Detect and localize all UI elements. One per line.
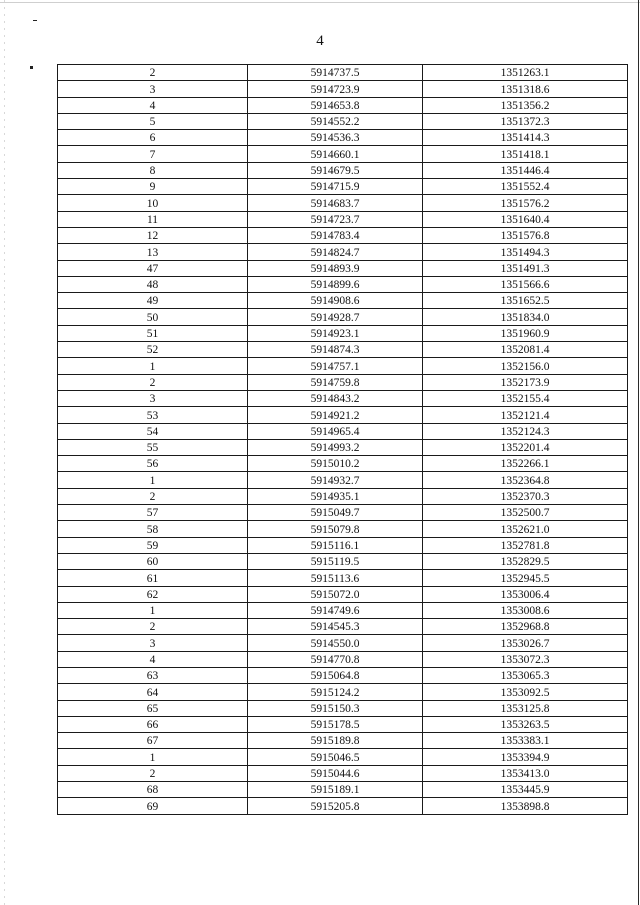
x-coordinate-cell: 5915113.6 xyxy=(248,570,423,586)
y-coordinate-cell: 1353092.5 xyxy=(423,684,628,700)
x-coordinate-cell: 5914893.9 xyxy=(248,260,423,276)
y-coordinate-cell: 1351318.6 xyxy=(423,81,628,97)
x-coordinate-cell: 5914899.6 xyxy=(248,276,423,292)
table-row xyxy=(58,472,628,488)
point-number-cell: 2 xyxy=(58,619,248,635)
table-row xyxy=(58,684,628,700)
y-coordinate-cell: 1351834.0 xyxy=(423,309,628,325)
table-row xyxy=(58,162,628,178)
point-number-cell: 2 xyxy=(58,488,248,504)
point-number-cell: 64 xyxy=(58,684,248,700)
table-row xyxy=(58,667,628,683)
point-number-cell: 68 xyxy=(58,782,248,798)
table-row xyxy=(58,586,628,602)
x-coordinate-cell: 5914921.2 xyxy=(248,407,423,423)
x-coordinate-cell: 5914550.0 xyxy=(248,635,423,651)
y-coordinate-cell: 1351640.4 xyxy=(423,211,628,227)
y-coordinate-cell: 1351576.2 xyxy=(423,195,628,211)
y-coordinate-cell: 1351372.3 xyxy=(423,113,628,129)
y-coordinate-cell: 1351576.8 xyxy=(423,227,628,243)
table-row xyxy=(58,260,628,276)
point-number-cell: 4 xyxy=(58,651,248,667)
x-coordinate-cell: 5914783.4 xyxy=(248,227,423,243)
point-number-cell: 2 xyxy=(58,65,248,81)
table-row xyxy=(58,716,628,732)
table-row xyxy=(58,65,628,81)
x-coordinate-cell: 5915046.5 xyxy=(248,749,423,765)
table-row xyxy=(58,293,628,309)
coordinates-table-body xyxy=(58,65,628,815)
x-coordinate-cell: 5915072.0 xyxy=(248,586,423,602)
table-row xyxy=(58,635,628,651)
table-row xyxy=(58,537,628,553)
table-row xyxy=(58,97,628,113)
y-coordinate-cell: 1352121.4 xyxy=(423,407,628,423)
point-number-cell: 57 xyxy=(58,505,248,521)
y-coordinate-cell: 1351652.5 xyxy=(423,293,628,309)
point-number-cell: 47 xyxy=(58,260,248,276)
table-row xyxy=(58,374,628,390)
y-coordinate-cell: 1351552.4 xyxy=(423,179,628,195)
table-row xyxy=(58,553,628,569)
point-number-cell: 48 xyxy=(58,276,248,292)
y-coordinate-cell: 1352155.4 xyxy=(423,390,628,406)
x-coordinate-cell: 5914683.7 xyxy=(248,195,423,211)
point-number-cell: 6 xyxy=(58,130,248,146)
x-coordinate-cell: 5915189.8 xyxy=(248,733,423,749)
point-number-cell: 12 xyxy=(58,227,248,243)
x-coordinate-cell: 5914723.9 xyxy=(248,81,423,97)
x-coordinate-cell: 5914723.7 xyxy=(248,211,423,227)
table-row xyxy=(58,244,628,260)
x-coordinate-cell: 5914843.2 xyxy=(248,390,423,406)
point-number-cell: 9 xyxy=(58,179,248,195)
point-number-cell: 1 xyxy=(58,749,248,765)
point-number-cell: 1 xyxy=(58,358,248,374)
y-coordinate-cell: 1351356.2 xyxy=(423,97,628,113)
y-coordinate-cell: 1353125.8 xyxy=(423,700,628,716)
table-row xyxy=(58,602,628,618)
x-coordinate-cell: 5914935.1 xyxy=(248,488,423,504)
x-coordinate-cell: 5915124.2 xyxy=(248,684,423,700)
point-number-cell: 11 xyxy=(58,211,248,227)
x-coordinate-cell: 5915079.8 xyxy=(248,521,423,537)
x-coordinate-cell: 5915150.3 xyxy=(248,700,423,716)
y-coordinate-cell: 1352945.5 xyxy=(423,570,628,586)
x-coordinate-cell: 5914993.2 xyxy=(248,439,423,455)
point-number-cell: 1 xyxy=(58,602,248,618)
x-coordinate-cell: 5914908.6 xyxy=(248,293,423,309)
point-number-cell: 2 xyxy=(58,374,248,390)
x-coordinate-cell: 5915189.1 xyxy=(248,782,423,798)
y-coordinate-cell: 1351418.1 xyxy=(423,146,628,162)
x-coordinate-cell: 5915049.7 xyxy=(248,505,423,521)
point-number-cell: 59 xyxy=(58,537,248,553)
x-coordinate-cell: 5914737.5 xyxy=(248,65,423,81)
point-number-cell: 55 xyxy=(58,439,248,455)
y-coordinate-cell: 1353394.9 xyxy=(423,749,628,765)
table-row xyxy=(58,733,628,749)
point-number-cell: 7 xyxy=(58,146,248,162)
x-coordinate-cell: 5914932.7 xyxy=(248,472,423,488)
point-number-cell: 1 xyxy=(58,472,248,488)
point-number-cell: 52 xyxy=(58,342,248,358)
point-number-cell: 62 xyxy=(58,586,248,602)
table-row xyxy=(58,227,628,243)
point-number-cell: 65 xyxy=(58,700,248,716)
x-coordinate-cell: 5914928.7 xyxy=(248,309,423,325)
table-row xyxy=(58,439,628,455)
x-coordinate-cell: 5915178.5 xyxy=(248,716,423,732)
table-row xyxy=(58,113,628,129)
y-coordinate-cell: 1353413.0 xyxy=(423,765,628,781)
table-row xyxy=(58,423,628,439)
x-coordinate-cell: 5914552.2 xyxy=(248,113,423,129)
scan-edge-top xyxy=(0,2,640,3)
x-coordinate-cell: 5914824.7 xyxy=(248,244,423,260)
table-row xyxy=(58,570,628,586)
point-number-cell: 3 xyxy=(58,390,248,406)
point-number-cell: 53 xyxy=(58,407,248,423)
x-coordinate-cell: 5915205.8 xyxy=(248,798,423,814)
y-coordinate-cell: 1353445.9 xyxy=(423,782,628,798)
scan-edge-left xyxy=(4,0,5,905)
x-coordinate-cell: 5914770.8 xyxy=(248,651,423,667)
point-number-cell: 66 xyxy=(58,716,248,732)
x-coordinate-cell: 5914965.4 xyxy=(248,423,423,439)
y-coordinate-cell: 1353072.3 xyxy=(423,651,628,667)
point-number-cell: 13 xyxy=(58,244,248,260)
y-coordinate-cell: 1352266.1 xyxy=(423,456,628,472)
y-coordinate-cell: 1352124.3 xyxy=(423,423,628,439)
x-coordinate-cell: 5914660.1 xyxy=(248,146,423,162)
y-coordinate-cell: 1352370.3 xyxy=(423,488,628,504)
x-coordinate-cell: 5915116.1 xyxy=(248,537,423,553)
y-coordinate-cell: 1352968.8 xyxy=(423,619,628,635)
table-row xyxy=(58,81,628,97)
table-row xyxy=(58,521,628,537)
table-row xyxy=(58,456,628,472)
table-row xyxy=(58,358,628,374)
point-number-cell: 3 xyxy=(58,635,248,651)
y-coordinate-cell: 1352081.4 xyxy=(423,342,628,358)
table-row xyxy=(58,619,628,635)
y-coordinate-cell: 1352201.4 xyxy=(423,439,628,455)
table-row xyxy=(58,195,628,211)
point-number-cell: 3 xyxy=(58,81,248,97)
x-coordinate-cell: 5914679.5 xyxy=(248,162,423,178)
table-row xyxy=(58,211,628,227)
y-coordinate-cell: 1353006.4 xyxy=(423,586,628,602)
y-coordinate-cell: 1351263.1 xyxy=(423,65,628,81)
scan-edge-right xyxy=(638,0,639,905)
point-number-cell: 50 xyxy=(58,309,248,325)
x-coordinate-cell: 5914545.3 xyxy=(248,619,423,635)
y-coordinate-cell: 1351491.3 xyxy=(423,260,628,276)
x-coordinate-cell: 5914759.8 xyxy=(248,374,423,390)
y-coordinate-cell: 1352781.8 xyxy=(423,537,628,553)
x-coordinate-cell: 5914653.8 xyxy=(248,97,423,113)
y-coordinate-cell: 1351566.6 xyxy=(423,276,628,292)
point-number-cell: 51 xyxy=(58,325,248,341)
x-coordinate-cell: 5915064.8 xyxy=(248,667,423,683)
table-row xyxy=(58,130,628,146)
point-number-cell: 5 xyxy=(58,113,248,129)
point-number-cell: 69 xyxy=(58,798,248,814)
table-row xyxy=(58,700,628,716)
table-row xyxy=(58,488,628,504)
y-coordinate-cell: 1353263.5 xyxy=(423,716,628,732)
y-coordinate-cell: 1352173.9 xyxy=(423,374,628,390)
scan-speck xyxy=(33,20,37,21)
point-number-cell: 67 xyxy=(58,733,248,749)
y-coordinate-cell: 1353065.3 xyxy=(423,667,628,683)
x-coordinate-cell: 5915010.2 xyxy=(248,456,423,472)
point-number-cell: 2 xyxy=(58,765,248,781)
y-coordinate-cell: 1351960.9 xyxy=(423,325,628,341)
y-coordinate-cell: 1353008.6 xyxy=(423,602,628,618)
table-row xyxy=(58,505,628,521)
point-number-cell: 60 xyxy=(58,553,248,569)
table-row xyxy=(58,325,628,341)
point-number-cell: 54 xyxy=(58,423,248,439)
table-row xyxy=(58,342,628,358)
y-coordinate-cell: 1353383.1 xyxy=(423,733,628,749)
table-row xyxy=(58,407,628,423)
point-number-cell: 56 xyxy=(58,456,248,472)
x-coordinate-cell: 5914757.1 xyxy=(248,358,423,374)
x-coordinate-cell: 5914715.9 xyxy=(248,179,423,195)
coordinates-table xyxy=(57,64,628,815)
x-coordinate-cell: 5914923.1 xyxy=(248,325,423,341)
y-coordinate-cell: 1352156.0 xyxy=(423,358,628,374)
y-coordinate-cell: 1352500.7 xyxy=(423,505,628,521)
x-coordinate-cell: 5915119.5 xyxy=(248,553,423,569)
point-number-cell: 58 xyxy=(58,521,248,537)
table-row xyxy=(58,765,628,781)
table-row xyxy=(58,651,628,667)
table-row xyxy=(58,390,628,406)
point-number-cell: 4 xyxy=(58,97,248,113)
y-coordinate-cell: 1351414.3 xyxy=(423,130,628,146)
x-coordinate-cell: 5914874.3 xyxy=(248,342,423,358)
y-coordinate-cell: 1352829.5 xyxy=(423,553,628,569)
scan-speck xyxy=(30,66,33,69)
x-coordinate-cell: 5914749.6 xyxy=(248,602,423,618)
table-row xyxy=(58,309,628,325)
y-coordinate-cell: 1353898.8 xyxy=(423,798,628,814)
table-row xyxy=(58,749,628,765)
table-row xyxy=(58,782,628,798)
table-row xyxy=(58,798,628,814)
table-row xyxy=(58,276,628,292)
page-number: 4 xyxy=(316,33,324,49)
table-row xyxy=(58,179,628,195)
x-coordinate-cell: 5915044.6 xyxy=(248,765,423,781)
point-number-cell: 63 xyxy=(58,667,248,683)
point-number-cell: 49 xyxy=(58,293,248,309)
table-row xyxy=(58,146,628,162)
point-number-cell: 8 xyxy=(58,162,248,178)
point-number-cell: 61 xyxy=(58,570,248,586)
y-coordinate-cell: 1353026.7 xyxy=(423,635,628,651)
y-coordinate-cell: 1351494.3 xyxy=(423,244,628,260)
x-coordinate-cell: 5914536.3 xyxy=(248,130,423,146)
y-coordinate-cell: 1351446.4 xyxy=(423,162,628,178)
y-coordinate-cell: 1352621.0 xyxy=(423,521,628,537)
point-number-cell: 10 xyxy=(58,195,248,211)
y-coordinate-cell: 1352364.8 xyxy=(423,472,628,488)
